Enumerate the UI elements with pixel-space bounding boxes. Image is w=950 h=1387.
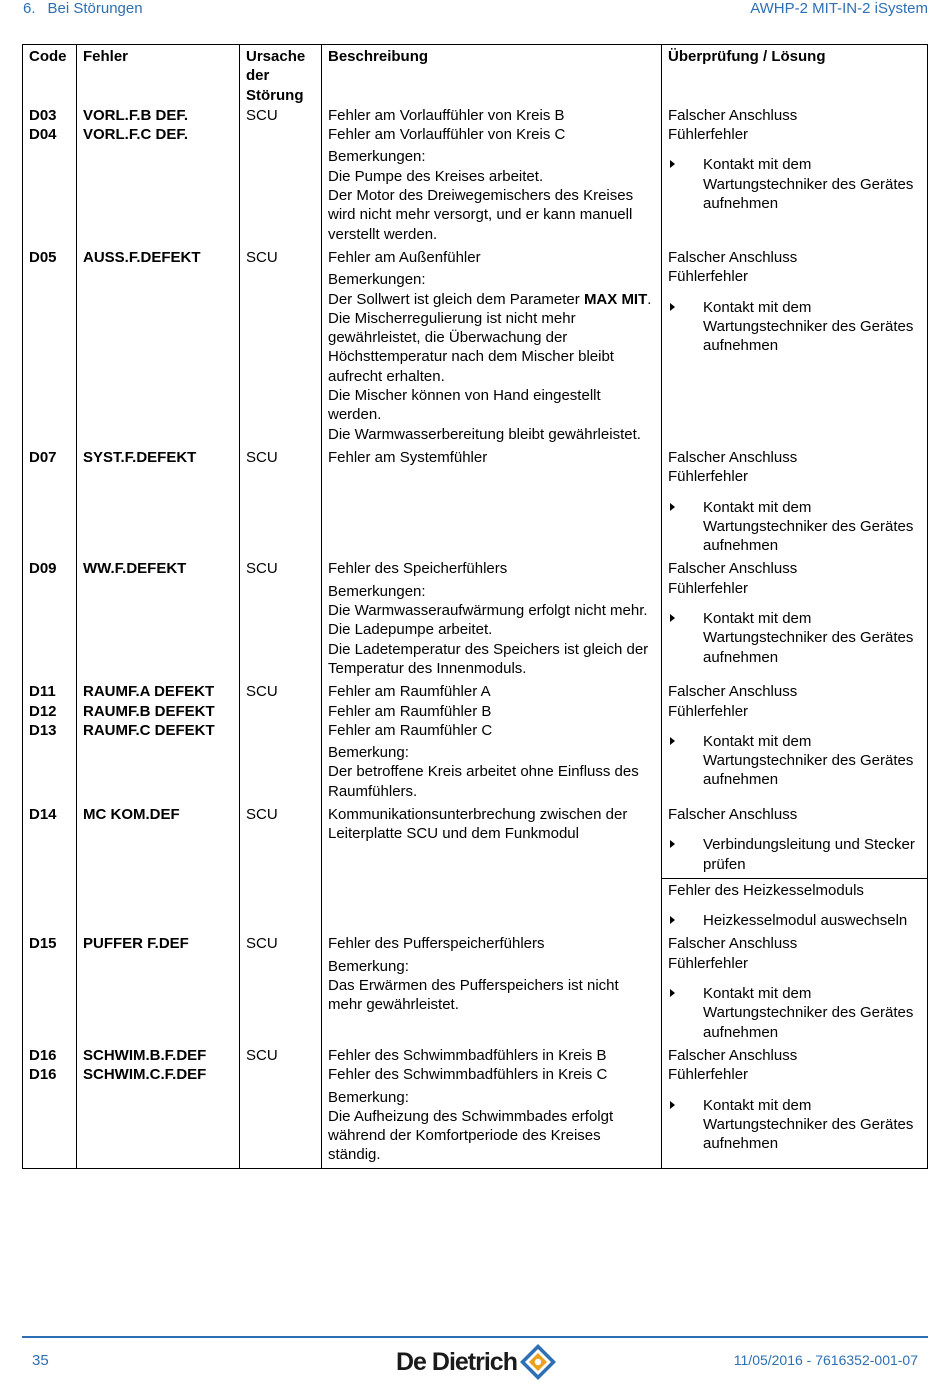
solution-action: Kontakt mit dem Wartungstechniker des Gerätes aufnehmen — [668, 732, 921, 790]
description-main: Fehler des Schwimmbadfühlers in Kreis B Fehler des Schwimmbadfühlers in Kreis C — [328, 1046, 608, 1084]
solution-causes: Falscher Anschluss Fühlerfehler — [668, 935, 798, 972]
description-main: Kommunikationsunterbrechung zwischen der Leiterplatte SCU und dem Funkmodul — [328, 805, 628, 843]
section-title: Bei Störungen — [47, 0, 143, 17]
col-header-beschreibung: Beschreibung — [322, 45, 662, 105]
description-note: Bemerkung: Die Aufheizung des Schwimmbades erfolgt während der Komfortperiode des Kreises ständig. — [328, 1088, 614, 1164]
table-row — [23, 1045, 928, 1168]
solution-action: Kontakt mit dem Wartungstechniker des Gerätes aufnehmen — [668, 609, 921, 667]
description-note: Bemerkung: Das Erwärmen des Pufferspeichers ist nicht mehr gewährleistet. — [328, 957, 619, 1014]
solution-causes: Falscher Anschluss Fühlerfehler — [668, 683, 798, 720]
error-name: SYST.F.DEFEKT — [77, 447, 240, 558]
description-note: Bemerkungen: Die Warmwasseraufwärmung erfolgt nicht mehr. Die Ladepumpe arbeitet. Die Ladetemperatur des Speichers ist gleich der Temperatur des Innenmoduls. — [328, 582, 649, 677]
table-row — [23, 558, 928, 681]
table-row — [23, 247, 928, 447]
col-header-loesung: Überprüfung / Lösung — [662, 45, 928, 105]
product-name: AWHP-2 MIT-IN-2 iSystem — [750, 0, 928, 17]
solution-action: Kontakt mit dem Wartungstechniker des Gerätes aufnehmen — [668, 984, 921, 1042]
error-name: RAUMF.A DEFEKT RAUMF.B DEFEKT RAUMF.C DEFEKT — [77, 681, 240, 804]
error-table — [22, 44, 928, 1169]
brand-logo — [396, 1342, 557, 1382]
section-number: 6. — [23, 0, 36, 17]
triangle-bullet-icon — [670, 503, 675, 511]
description-main: Fehler am Raumfühler A Fehler am Raumfühler B Fehler am Raumfühler C — [328, 683, 493, 739]
triangle-bullet-icon — [670, 737, 675, 745]
solution-action: Kontakt mit dem Wartungstechniker des Gerätes aufnehmen — [668, 1096, 921, 1154]
table-header-row — [23, 45, 928, 105]
brand-diamond-icon — [519, 1343, 557, 1381]
description-note: Bemerkungen: Die Pumpe des Kreises arbeitet. Der Motor des Dreiwegemischers des Kreises wird nicht mehr versorgt, und er kann manuell verstellt werden. — [328, 148, 634, 243]
brand-name: De Dietrich — [396, 1347, 517, 1376]
table-row — [23, 681, 928, 804]
triangle-bullet-icon — [670, 840, 675, 848]
description-main: Fehler des Pufferspeicherfühlers — [328, 935, 545, 953]
error-name: PUFFER F.DEF — [77, 933, 240, 1044]
triangle-bullet-icon — [670, 1101, 675, 1109]
table-row — [23, 933, 928, 1044]
solution-causes: Falscher Anschluss Fühlerfehler — [668, 106, 798, 144]
section-heading — [23, 0, 143, 17]
triangle-bullet-icon — [670, 614, 675, 622]
document-reference: 11/05/2016 - 7616352-001-07 — [733, 1352, 918, 1368]
error-name: WW.F.DEFEKT — [77, 558, 240, 681]
error-code: D03 D04 — [23, 105, 77, 247]
error-cause-source: SCU — [240, 804, 322, 933]
solution-action: Kontakt mit dem Wartungstechniker des Gerätes aufnehmen — [668, 298, 921, 356]
error-cause-source: SCU — [240, 558, 322, 681]
description-note: Bemerkung: Der betroffene Kreis arbeitet ohne Einfluss des Raumfühlers. — [328, 744, 639, 800]
solution-causes: Falscher Anschluss — [668, 805, 798, 823]
error-cause-source: SCU — [240, 247, 322, 447]
error-code: D07 — [23, 447, 77, 558]
description-main: Fehler am Vorlauffühler von Kreis B Fehler am Vorlauffühler von Kreis C — [328, 106, 566, 144]
error-name: VORL.F.B DEF. VORL.F.C DEF. — [77, 105, 240, 247]
description-main: Fehler am Außenfühler — [328, 248, 481, 266]
triangle-bullet-icon — [670, 916, 675, 924]
solution-causes: Falscher Anschluss Fühlerfehler — [668, 448, 798, 486]
page-number: 35 — [32, 1352, 49, 1369]
triangle-bullet-icon — [670, 989, 675, 997]
solution-causes: Fehler des Heizkesselmoduls — [668, 881, 864, 899]
solution-action: Verbindungsleitung und Stecker prüfen — [668, 835, 921, 874]
error-code: D15 — [23, 933, 77, 1044]
error-cause-source: SCU — [240, 681, 322, 804]
col-header-fehler: Fehler — [77, 45, 240, 105]
error-code: D16 D16 — [23, 1045, 77, 1168]
solution-causes: Falscher Anschluss Fühlerfehler — [668, 560, 798, 597]
error-cause-source: SCU — [240, 1045, 322, 1168]
error-cause-source: SCU — [240, 933, 322, 1044]
description-main: Fehler am Systemfühler — [328, 448, 488, 466]
triangle-bullet-icon — [670, 303, 675, 311]
error-cause-source: SCU — [240, 447, 322, 558]
error-code: D05 — [23, 247, 77, 447]
solution-causes: Falscher Anschluss Fühlerfehler — [668, 1046, 798, 1084]
error-name: MC KOM.DEF — [77, 804, 240, 933]
solution-action: Kontakt mit dem Wartungstechniker des Gerätes aufnehmen — [668, 155, 921, 213]
error-cause-source: SCU — [240, 105, 322, 247]
col-header-ursache: Ursache der Störung — [240, 45, 322, 105]
error-code: D14 — [23, 804, 77, 933]
footer-divider — [22, 1336, 928, 1338]
solution-causes: Falscher Anschluss Fühlerfehler — [668, 248, 798, 286]
error-code: D09 — [23, 558, 77, 681]
solution-action: Heizkesselmodul auswechseln — [668, 911, 921, 930]
solution-action: Kontakt mit dem Wartungstechniker des Gerätes aufnehmen — [668, 498, 921, 556]
error-code: D11 D12 D13 — [23, 681, 77, 804]
error-name: AUSS.F.DEFEKT — [77, 247, 240, 447]
parameter-name: MAX MIT — [583, 290, 648, 308]
table-row — [23, 105, 928, 247]
error-name: SCHWIM.B.F.DEF SCHWIM.C.F.DEF — [77, 1045, 240, 1168]
triangle-bullet-icon — [670, 160, 675, 168]
col-header-code: Code — [23, 45, 77, 105]
description-note: Bemerkungen: Der Sollwert ist gleich dem Parameter MAX MIT. Die Mischerregulierung ist nicht mehr gewährleistet, die Überwachung der Höchsttemperatur nach dem Mischer bleibt aufrecht erhalten. Die Mischer können von Hand eingestellt werden. Die Warmwasserbereitung bleibt gewährleistet. — [328, 271, 652, 443]
description-main: Fehler des Speicherfühlers — [328, 560, 508, 578]
table-row — [23, 447, 928, 558]
table-row — [23, 804, 928, 933]
